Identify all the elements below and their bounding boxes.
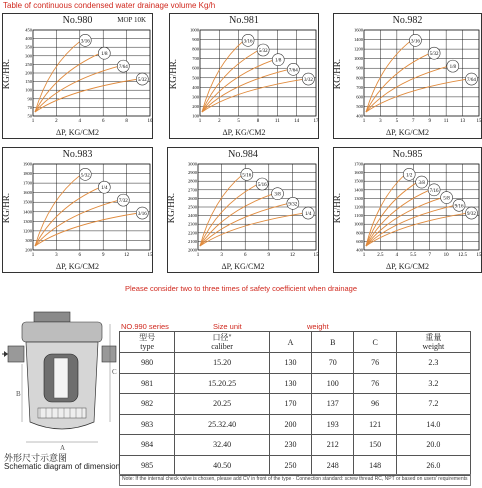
y-tick-label: 2000 bbox=[188, 247, 197, 253]
x-tick-label: 1 bbox=[31, 119, 35, 124]
y-tick-label: 1300 bbox=[23, 218, 32, 224]
spec-table bbox=[119, 331, 471, 476]
x-axis-label: ΔP, KG/CM2 bbox=[56, 262, 99, 271]
table-row bbox=[120, 414, 471, 435]
curve-label: 5/16 bbox=[242, 173, 252, 179]
x-tick-label: 11 bbox=[274, 119, 280, 124]
curve-label: 9/32 bbox=[467, 212, 476, 218]
y-tick-label: 600 bbox=[356, 238, 363, 244]
y-tick-label: 400 bbox=[356, 247, 363, 253]
x-tick-label: 4 bbox=[78, 119, 82, 124]
table-cell: 230 bbox=[269, 435, 311, 456]
table-cell: 212 bbox=[312, 435, 354, 456]
y-tick-label: 700 bbox=[356, 84, 363, 90]
table-cell: 193 bbox=[312, 414, 354, 435]
y-tick-label: 200 bbox=[25, 70, 32, 76]
y-tick-label: 1700 bbox=[23, 180, 32, 186]
chart-plot bbox=[190, 27, 319, 128]
x-tick-label: 9 bbox=[101, 253, 105, 258]
curve-label: 3/16 bbox=[410, 39, 420, 45]
y-tick-label: 1200 bbox=[354, 46, 363, 52]
table-cell: 76 bbox=[354, 353, 396, 374]
table-row bbox=[120, 455, 471, 476]
chart-caption: Table of continuous condensed water drainage volume Kg/h bbox=[3, 1, 216, 10]
x-tick-label: 7 bbox=[412, 119, 415, 124]
y-tick-label: 2800 bbox=[188, 178, 197, 184]
flow-curve bbox=[35, 200, 119, 246]
x-tick-label: 3 bbox=[379, 119, 382, 124]
x-tick-label: 10 bbox=[147, 119, 153, 124]
curve-label: 9/32 bbox=[288, 202, 298, 208]
y-tick-label: 1900 bbox=[23, 161, 32, 167]
x-tick-label: 3 bbox=[220, 253, 223, 258]
table-cell: 984 bbox=[120, 435, 175, 456]
curve-label: 5/16 bbox=[257, 182, 267, 188]
x-tick-label: 11 bbox=[443, 119, 449, 124]
x-tick-label: 15 bbox=[476, 119, 482, 124]
svg-text:C: C bbox=[112, 368, 117, 376]
y-tick-label: 400 bbox=[356, 113, 363, 119]
header-primary: A bbox=[287, 337, 294, 347]
table-cell: 3.2 bbox=[396, 373, 470, 394]
x-tick-label: 13 bbox=[460, 119, 466, 124]
table-cell: 982 bbox=[120, 394, 175, 415]
y-tick-label: 150 bbox=[25, 79, 32, 85]
y-axis-label: KG/HR. bbox=[332, 193, 342, 224]
curve-label: 7/32 bbox=[118, 199, 128, 205]
curve-label: 3/8 bbox=[418, 181, 425, 187]
table-header-cell bbox=[269, 332, 311, 353]
y-axis-label: KG/HR. bbox=[166, 193, 176, 224]
x-tick-label: 1 bbox=[196, 253, 200, 258]
table-cell: 200 bbox=[269, 414, 311, 435]
header-secondary: type bbox=[140, 342, 155, 351]
curve-label: 5/32 bbox=[80, 173, 90, 179]
header-primary: 重量 bbox=[425, 333, 442, 342]
curve-label: 3/32 bbox=[303, 78, 313, 84]
x-axis-label: ΔP, KG/CM2 bbox=[386, 128, 429, 137]
y-tick-label: 900 bbox=[356, 65, 363, 71]
weight-label: weight bbox=[307, 322, 329, 331]
curve-label: 1/4 bbox=[305, 212, 312, 218]
svg-text:A: A bbox=[60, 444, 66, 452]
table-header-cell bbox=[396, 332, 470, 353]
y-tick-label: 100 bbox=[192, 113, 199, 119]
table-row bbox=[120, 435, 471, 456]
x-tick-label: 3 bbox=[55, 253, 58, 258]
schematic-title: 外形尺寸示意图 bbox=[4, 453, 68, 463]
drainage-chart-no985 bbox=[333, 147, 482, 273]
y-axis-label: KG/HR. bbox=[1, 59, 11, 90]
drainage-chart-no984 bbox=[167, 147, 319, 273]
series-label: NO.990 series bbox=[121, 322, 169, 331]
chart-plot bbox=[23, 161, 153, 262]
x-tick-label: 8 bbox=[256, 119, 260, 124]
x-tick-label: 2 bbox=[218, 119, 221, 124]
y-tick-label: 1400 bbox=[354, 37, 363, 43]
header-primary: C bbox=[372, 337, 378, 347]
y-tick-label: 3000 bbox=[188, 161, 197, 167]
y-tick-label: 200 bbox=[192, 103, 199, 109]
x-axis-label: ΔP, KG/CM2 bbox=[56, 128, 99, 137]
x-tick-label: 6 bbox=[78, 253, 82, 258]
y-axis-label: KG/HR. bbox=[1, 193, 11, 224]
table-cell: 15.20.25 bbox=[175, 373, 269, 394]
y-tick-label: 1400 bbox=[354, 187, 363, 193]
y-tick-label: 1000 bbox=[354, 221, 363, 227]
y-tick-label: 900 bbox=[192, 37, 199, 43]
x-tick-label: 4 bbox=[395, 253, 399, 258]
table-cell: 2.3 bbox=[396, 353, 470, 374]
drainage-chart-no981 bbox=[169, 13, 319, 139]
header-primary: 口径" bbox=[212, 333, 232, 342]
flow-curve bbox=[200, 203, 289, 246]
table-cell: 20.0 bbox=[396, 435, 470, 456]
chart-plot bbox=[188, 161, 319, 262]
table-cell: 981 bbox=[120, 373, 175, 394]
chart-plot bbox=[27, 28, 152, 128]
flow-curve bbox=[35, 53, 100, 112]
flow-curve bbox=[35, 40, 81, 112]
curve-label: 5/32 bbox=[258, 48, 268, 54]
y-tick-label: 300 bbox=[192, 94, 199, 100]
table-cell: 250 bbox=[269, 455, 311, 476]
table-cell: 7.2 bbox=[396, 394, 470, 415]
table-cell: 980 bbox=[120, 353, 175, 374]
x-tick-label: 15 bbox=[476, 253, 482, 258]
curve-label: 3/16 bbox=[137, 212, 147, 218]
flow-curve bbox=[200, 194, 274, 246]
header-secondary: weight bbox=[422, 342, 445, 351]
y-tick-label: 400 bbox=[192, 84, 199, 90]
chart-plot bbox=[354, 161, 482, 262]
flow-curve bbox=[35, 174, 81, 246]
table-cell: 14.0 bbox=[396, 414, 470, 435]
y-tick-label: 1000 bbox=[190, 27, 199, 33]
x-tick-label: 1 bbox=[31, 253, 35, 258]
x-axis-label: ΔP, KG/CM2 bbox=[386, 262, 429, 271]
x-tick-label: 9 bbox=[267, 253, 271, 258]
curve-label: 5/32 bbox=[429, 52, 439, 58]
y-tick-label: 350 bbox=[25, 44, 32, 50]
x-tick-label: 12.5 bbox=[458, 253, 467, 258]
table-cell: 248 bbox=[312, 455, 354, 476]
header-secondary: caliber bbox=[211, 342, 233, 351]
table-header-cell bbox=[354, 332, 396, 353]
y-tick-label: 2300 bbox=[188, 221, 197, 227]
table-cell: 32.40 bbox=[175, 435, 269, 456]
table-header-cell bbox=[120, 332, 175, 353]
table-cell: 130 bbox=[269, 373, 311, 394]
panel-title: No.980 bbox=[62, 15, 93, 26]
table-cell: 96 bbox=[354, 394, 396, 415]
curve-label: 1/4 bbox=[101, 186, 108, 192]
y-tick-label: 2500 bbox=[188, 204, 197, 210]
y-tick-label: 1700 bbox=[354, 161, 363, 167]
y-axis-label: KG/HR. bbox=[332, 59, 342, 90]
table-cell: 76 bbox=[354, 373, 396, 394]
header-primary: 型号 bbox=[139, 333, 156, 342]
y-tick-label: 700 bbox=[192, 56, 199, 62]
x-tick-label: 9 bbox=[428, 119, 431, 124]
flow-curve bbox=[202, 60, 274, 112]
x-tick-label: 6 bbox=[243, 253, 247, 258]
y-tick-label: 1500 bbox=[354, 178, 363, 184]
y-tick-label: 400 bbox=[25, 36, 32, 42]
y-tick-label: 450 bbox=[25, 27, 32, 33]
x-tick-label: 1 bbox=[198, 119, 202, 124]
table-header-cell bbox=[312, 332, 354, 353]
x-tick-label: 10 bbox=[443, 253, 449, 258]
x-tick-label: 2 bbox=[55, 119, 58, 124]
flow-curve bbox=[366, 40, 411, 112]
schematic-subtitle: Schematic diagram of dimension bbox=[4, 462, 121, 471]
curve-label: 1/8 bbox=[101, 52, 108, 58]
x-tick-label: 2.5 bbox=[377, 253, 384, 258]
curve-label: 7/64 bbox=[118, 65, 128, 71]
table-cell: 148 bbox=[354, 455, 396, 476]
curve-label: 5/32 bbox=[137, 78, 147, 84]
x-axis-label: ΔP, KG/CM2 bbox=[221, 262, 265, 271]
drainage-chart-no982 bbox=[333, 13, 482, 139]
panel-title: No.981 bbox=[229, 15, 259, 26]
flow-curve bbox=[366, 66, 449, 112]
flow-curve bbox=[202, 79, 304, 112]
y-tick-label: 2100 bbox=[188, 238, 197, 244]
x-tick-label: 8 bbox=[125, 119, 128, 124]
y-tick-label: 250 bbox=[25, 61, 32, 67]
table-cell: 40.50 bbox=[175, 455, 269, 476]
x-tick-label: 15 bbox=[313, 253, 319, 258]
y-tick-label: 1600 bbox=[354, 27, 363, 33]
svg-text:B: B bbox=[16, 390, 21, 398]
x-tick-label: 1 bbox=[362, 119, 366, 124]
y-tick-label: 1100 bbox=[354, 213, 363, 219]
x-tick-label: 17 bbox=[313, 119, 319, 124]
y-tick-label: 100 bbox=[25, 87, 32, 93]
flow-curve bbox=[35, 213, 138, 246]
y-tick-label: 2600 bbox=[188, 195, 197, 201]
y-tick-label: 800 bbox=[192, 46, 199, 52]
table-cell: 983 bbox=[120, 414, 175, 435]
curve-label: 7/64 bbox=[288, 68, 298, 74]
y-tick-label: 600 bbox=[192, 65, 199, 71]
table-cell: 100 bbox=[312, 373, 354, 394]
y-tick-label: 800 bbox=[356, 75, 363, 81]
y-tick-label: 1400 bbox=[23, 209, 32, 215]
panel-title: No.985 bbox=[392, 149, 423, 160]
panel-title: No.982 bbox=[392, 15, 423, 26]
y-tick-label: 1000 bbox=[354, 56, 363, 62]
table-cell: 15.20 bbox=[175, 353, 269, 374]
trap-schematic bbox=[2, 304, 122, 454]
drainage-chart-no983 bbox=[2, 147, 153, 273]
table-row bbox=[120, 353, 471, 374]
y-tick-label: 1500 bbox=[23, 199, 32, 205]
y-tick-label: 1200 bbox=[23, 228, 32, 234]
flow-curve bbox=[202, 40, 244, 112]
y-tick-label: 1200 bbox=[354, 204, 363, 210]
y-tick-label: 600 bbox=[356, 94, 363, 100]
flow-curve bbox=[200, 213, 304, 246]
y-tick-label: 300 bbox=[25, 237, 32, 243]
x-tick-label: 1 bbox=[362, 253, 366, 258]
table-cell: 985 bbox=[120, 455, 175, 476]
curve-label: 3/16 bbox=[80, 39, 90, 45]
y-tick-label: 70 bbox=[27, 104, 32, 110]
table-cell: 70 bbox=[312, 353, 354, 374]
curve-label: 1/8 bbox=[275, 58, 282, 64]
table-cell: 20.25 bbox=[175, 394, 269, 415]
y-tick-label: 2200 bbox=[188, 230, 197, 236]
x-tick-label: 14 bbox=[294, 119, 300, 124]
y-tick-label: 2700 bbox=[188, 187, 197, 193]
chart-plot bbox=[354, 27, 482, 128]
x-axis-label: ΔP, KG/CM2 bbox=[222, 128, 266, 137]
panel-title: No.984 bbox=[228, 149, 258, 160]
curve-label: 7/64 bbox=[467, 78, 476, 84]
table-cell: 130 bbox=[269, 353, 311, 374]
table-cell: 25.32.40 bbox=[175, 414, 269, 435]
table-cell: 121 bbox=[354, 414, 396, 435]
y-tick-label: 90 bbox=[27, 96, 32, 102]
table-cell: 26.0 bbox=[396, 455, 470, 476]
y-tick-label: 1300 bbox=[354, 195, 363, 201]
curve-label: 7/16 bbox=[429, 188, 439, 194]
footnote: Note: If the internal check valve is chosen, please add CV in front of the type · Connection standard: screw thread RC, NPT or based on users' requirements bbox=[119, 474, 471, 486]
size-unit-label: Size unit bbox=[213, 322, 242, 331]
y-tick-label: 300 bbox=[25, 53, 32, 59]
table-cell: 150 bbox=[354, 435, 396, 456]
x-tick-label: 5 bbox=[395, 119, 399, 124]
y-axis-label: KG/HR. bbox=[168, 59, 178, 90]
table-row bbox=[120, 373, 471, 394]
flow-curve bbox=[35, 187, 100, 246]
x-tick-label: 6 bbox=[101, 119, 105, 124]
header-primary: B bbox=[330, 337, 336, 347]
y-tick-label: 500 bbox=[192, 75, 199, 81]
flow-curve bbox=[366, 53, 430, 112]
x-tick-label: 12 bbox=[289, 253, 295, 258]
table-header-cell bbox=[175, 332, 269, 353]
flow-curve bbox=[202, 69, 289, 112]
safety-note: Please consider two to three times of safety coefficient when drainage bbox=[124, 284, 358, 293]
x-tick-label: 7 bbox=[428, 253, 431, 258]
table-row bbox=[120, 394, 471, 415]
y-tick-label: 1600 bbox=[23, 190, 32, 196]
curve-label: 1/2 bbox=[406, 173, 413, 179]
y-tick-label: 500 bbox=[356, 103, 363, 109]
curve-label: 3/8 bbox=[274, 192, 281, 198]
x-tick-label: 5.5 bbox=[410, 253, 417, 258]
table-cell: 170 bbox=[269, 394, 311, 415]
mop-label: MOP 10K bbox=[117, 16, 146, 24]
x-tick-label: 12 bbox=[124, 253, 130, 258]
y-tick-label: 1800 bbox=[23, 171, 32, 177]
curve-label: 1/8 bbox=[449, 65, 457, 71]
y-tick-label: 800 bbox=[356, 230, 363, 236]
flow-curve bbox=[366, 79, 468, 112]
x-tick-label: 5 bbox=[237, 119, 240, 124]
curve-label: 9/16 bbox=[454, 204, 464, 210]
drainage-chart-no980 bbox=[2, 13, 153, 139]
y-tick-label: 2900 bbox=[188, 170, 197, 176]
panel-title: No.983 bbox=[62, 149, 93, 160]
curve-label: 5/8 bbox=[443, 196, 450, 202]
y-tick-label: 200 bbox=[25, 247, 32, 253]
y-tick-label: 1600 bbox=[354, 170, 363, 176]
curve-label: 3/16 bbox=[243, 39, 253, 45]
y-tick-label: 2400 bbox=[188, 213, 197, 219]
x-tick-label: 15 bbox=[147, 253, 153, 258]
flow-curve bbox=[35, 79, 138, 112]
table-cell: 137 bbox=[312, 394, 354, 415]
y-tick-label: 50 bbox=[27, 113, 32, 119]
